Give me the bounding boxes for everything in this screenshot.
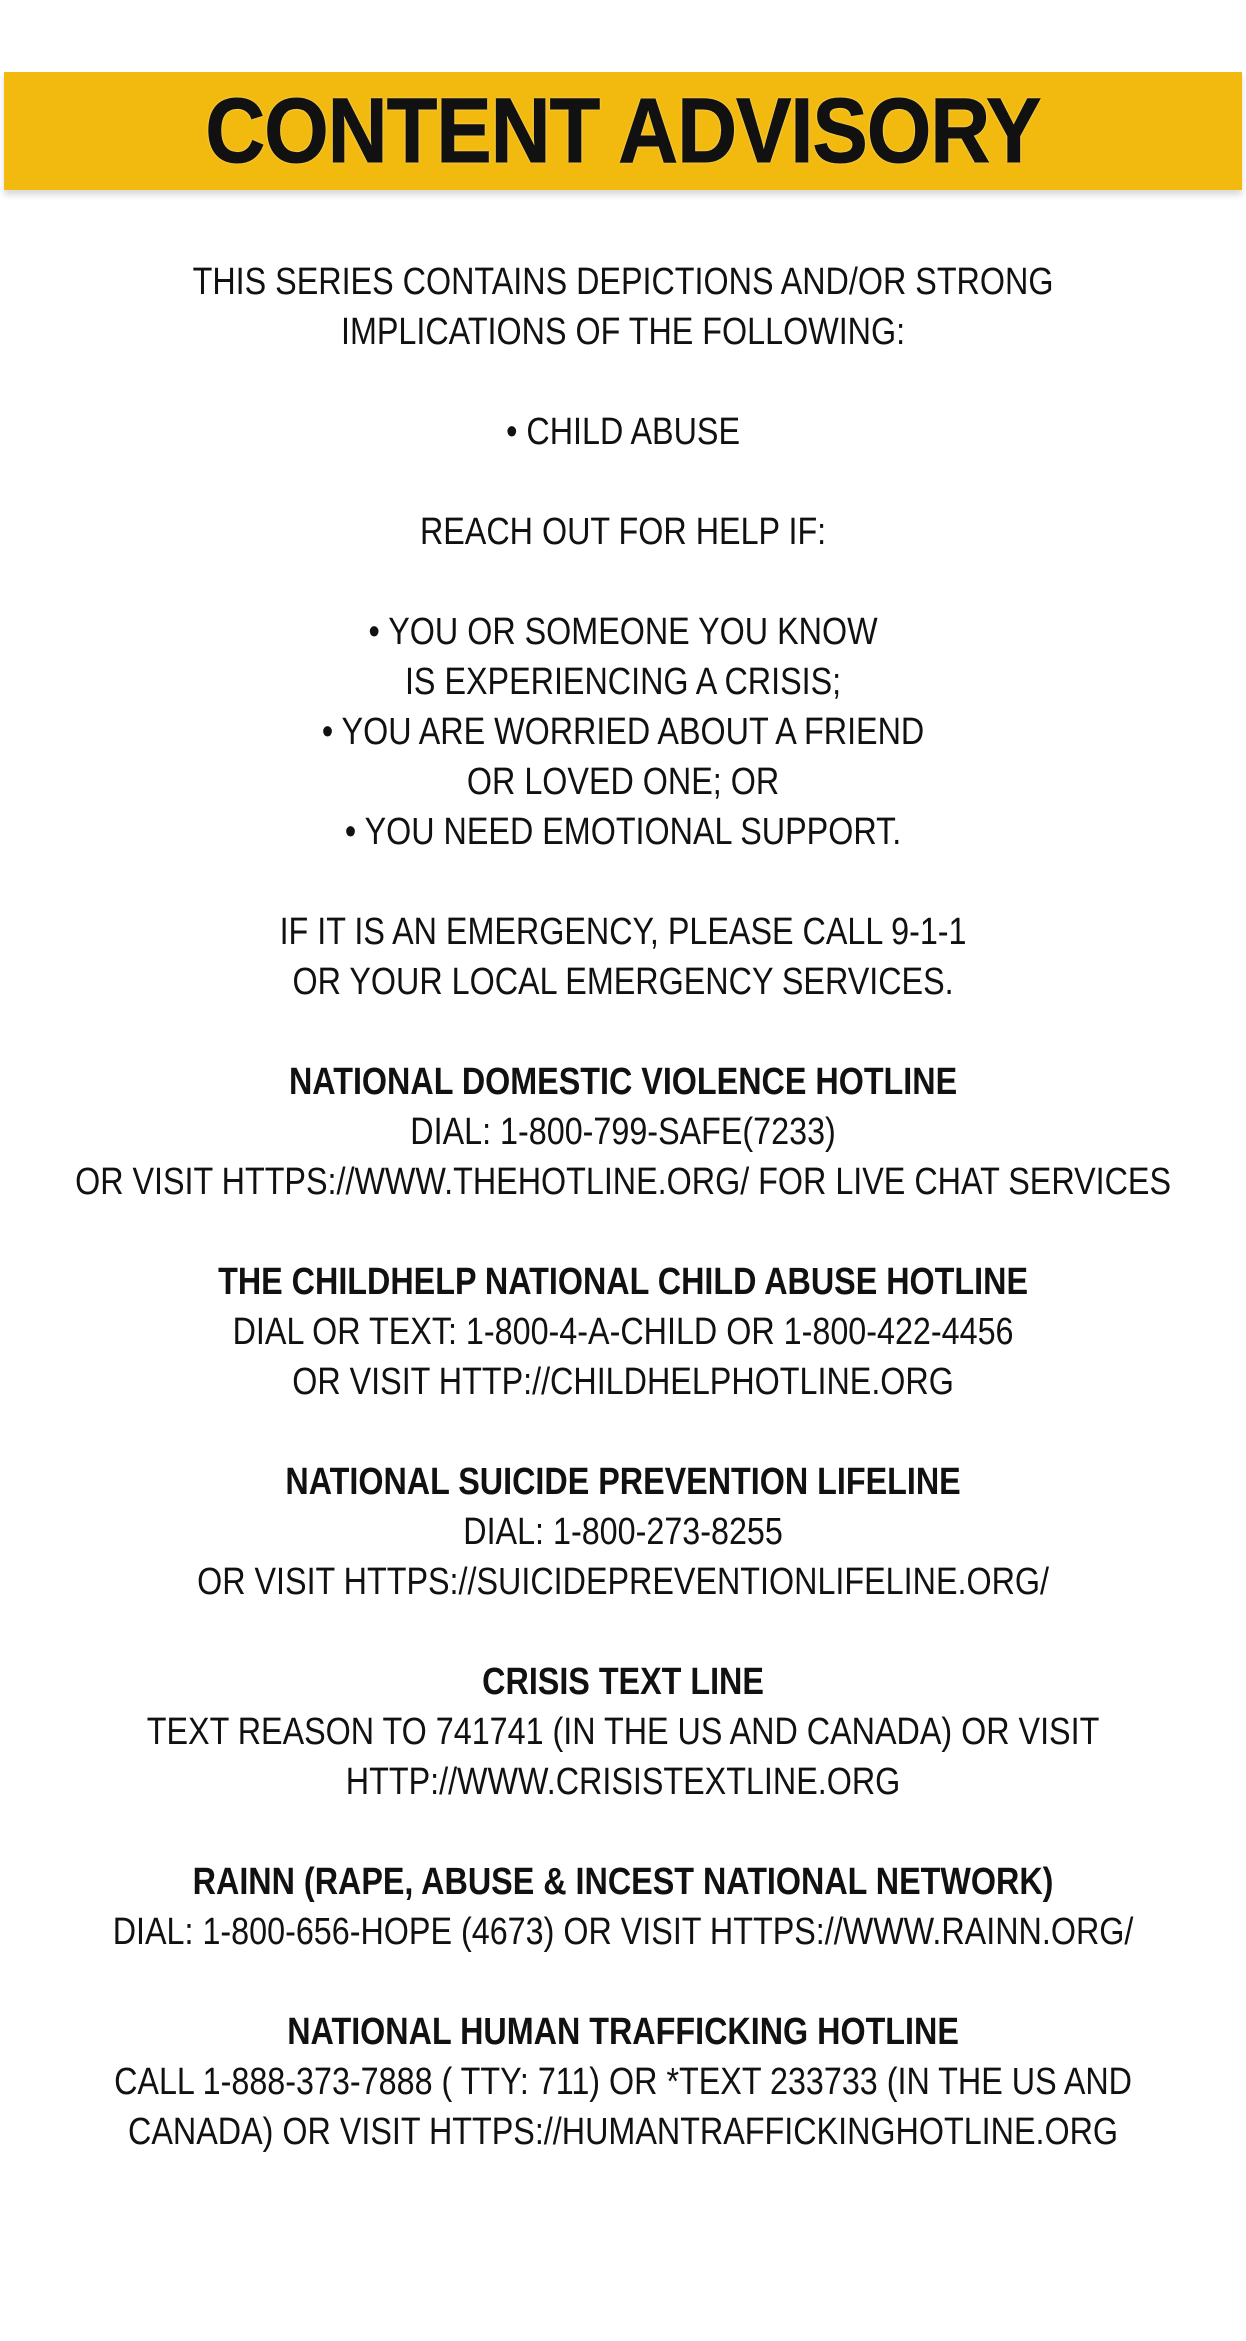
hotline-name: RAINN (RAPE, ABUSE & INCEST NATIONAL NETWORK) [192, 1861, 1054, 1903]
hotline-name: NATIONAL DOMESTIC VIOLENCE HOTLINE [288, 1061, 958, 1103]
hotline-entry [0, 1257, 1246, 1407]
hotline-name: NATIONAL HUMAN TRAFFICKING HOTLINE [287, 2011, 959, 2053]
hotline-entry [0, 1857, 1246, 1957]
hotline-entry [0, 1457, 1246, 1607]
hotline-detail: CALL 1-888-373-7888 ( TTY: 711) OR *TEXT 233733 (IN THE US AND [114, 2061, 1133, 2103]
advisory-paragraph [0, 607, 1246, 857]
hotline-entry [0, 1657, 1246, 1807]
hotline-detail: DIAL OR TEXT: 1-800-4-A-CHILD OR 1-800-422-4456 [232, 1311, 1014, 1353]
text-line: IMPLICATIONS OF THE FOLLOWING: [340, 311, 906, 353]
text-line: IF IT IS AN EMERGENCY, PLEASE CALL 9-1-1 [279, 911, 967, 953]
text-line: OR YOUR LOCAL EMERGENCY SERVICES. [292, 961, 954, 1003]
text-line: REACH OUT FOR HELP IF: [419, 511, 827, 553]
advisory-paragraph [0, 257, 1246, 357]
hotline-detail: DIAL: 1-800-656-HOPE (4673) OR VISIT HTTPS://WWW.RAINN.ORG/ [112, 1911, 1134, 1953]
hotline-name: NATIONAL SUICIDE PREVENTION LIFELINE [285, 1461, 961, 1503]
hotline-entry [0, 2007, 1246, 2157]
hotline-detail: OR VISIT HTTPS://WWW.THEHOTLINE.ORG/ FOR LIVE CHAT SERVICES [75, 1161, 1172, 1203]
hotline-detail: DIAL: 1-800-273-8255 [463, 1511, 783, 1553]
advisory-content [0, 257, 1246, 2207]
hotline-detail: CANADA) OR VISIT HTTPS://HUMANTRAFFICKINGHOTLINE.ORG [128, 2111, 1119, 2153]
advisory-paragraph [0, 507, 1246, 557]
text-line: • YOU ARE WORRIED ABOUT A FRIEND [321, 711, 925, 753]
text-line: OR LOVED ONE; OR [466, 761, 780, 803]
text-line: THIS SERIES CONTAINS DEPICTIONS AND/OR STRONG [192, 261, 1054, 303]
text-line: IS EXPERIENCING A CRISIS; [404, 661, 842, 703]
hotline-name: THE CHILDHELP NATIONAL CHILD ABUSE HOTLINE [218, 1261, 1028, 1303]
page-title: CONTENT ADVISORY [205, 79, 1041, 182]
advisory-paragraph [0, 407, 1246, 457]
text-line: • YOU NEED EMOTIONAL SUPPORT. [344, 811, 902, 853]
hotline-detail: TEXT REASON TO 741741 (IN THE US AND CANADA) OR VISIT [146, 1711, 1100, 1753]
hotline-detail: OR VISIT HTTPS://SUICIDEPREVENTIONLIFELINE.ORG/ [197, 1561, 1050, 1603]
hotline-detail: HTTP://WWW.CRISISTEXTLINE.ORG [345, 1761, 901, 1803]
advisory-banner [4, 72, 1242, 190]
text-line: • YOU OR SOMEONE YOU KNOW [368, 611, 878, 653]
hotline-entry [0, 1057, 1246, 1207]
text-line: • CHILD ABUSE [506, 411, 740, 453]
hotline-detail: OR VISIT HTTP://CHILDHELPHOTLINE.ORG [292, 1361, 954, 1403]
hotline-detail: DIAL: 1-800-799-SAFE(7233) [410, 1111, 836, 1153]
hotline-name: CRISIS TEXT LINE [482, 1661, 764, 1703]
advisory-paragraph [0, 907, 1246, 1007]
